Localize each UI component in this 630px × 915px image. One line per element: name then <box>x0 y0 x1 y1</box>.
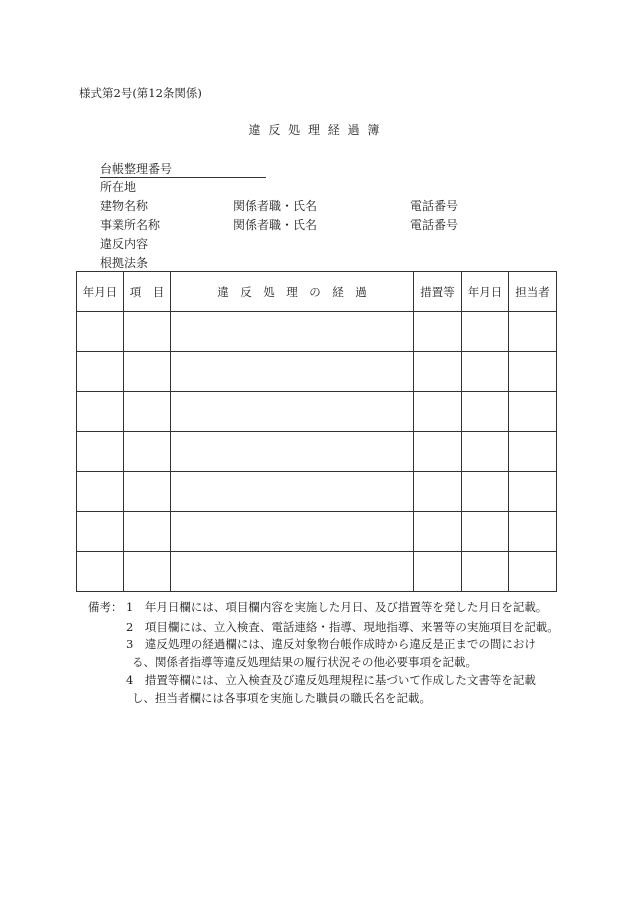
table-cell[interactable] <box>414 352 462 392</box>
notes-label: 備考： <box>88 600 123 614</box>
table-cell[interactable] <box>124 512 171 552</box>
table-cell[interactable] <box>414 392 462 432</box>
table-cell[interactable] <box>171 392 414 432</box>
note-item-3-cont: る、関係者指導等違反処理結果の履行状況その他必要事項を記載。 <box>132 655 477 669</box>
table-cell[interactable] <box>124 472 171 512</box>
table-row <box>77 352 557 392</box>
business-phone-label: 電話番号 <box>410 218 459 232</box>
header-item: 項 目 <box>124 272 171 312</box>
header-person-in-charge: 担当者 <box>509 272 557 312</box>
note-item-3: 3 違反処理の経過欄には、違反対象物台帳作成時から違反是正までの間におけ <box>126 637 536 651</box>
table-cell[interactable] <box>509 392 557 432</box>
note-item-1: 1 年月日欄には、項目欄内容を実施した月日、及び措置等を発した月日を記載。 <box>126 600 548 614</box>
table-cell[interactable] <box>171 512 414 552</box>
table-row <box>77 512 557 552</box>
form-number: 様式第2号(第12条関係) <box>79 86 202 100</box>
table-cell[interactable] <box>462 392 509 432</box>
table-cell[interactable] <box>77 512 124 552</box>
table-cell[interactable] <box>77 312 124 352</box>
table-row <box>77 432 557 472</box>
table-cell[interactable] <box>509 512 557 552</box>
building-name-label: 建物名称 <box>100 199 149 213</box>
table-cell[interactable] <box>414 312 462 352</box>
table-cell[interactable] <box>77 352 124 392</box>
header-measures: 措置等 <box>414 272 462 312</box>
table-cell[interactable] <box>171 352 414 392</box>
table-cell[interactable] <box>124 352 171 392</box>
note-item-4-cont: し、担当者欄には各事項を実施した職員の職氏名を記載。 <box>132 691 431 705</box>
table-cell[interactable] <box>462 432 509 472</box>
header-process: 違 反 処 理 の 経 過 <box>171 272 414 312</box>
table-cell[interactable] <box>462 312 509 352</box>
table-row <box>77 392 557 432</box>
note-item-4: 4 措置等欄には、立入検査及び違反処理規程に基づいて作成した文書等を記載 <box>126 673 536 687</box>
table-row <box>77 552 557 592</box>
table-cell[interactable] <box>124 432 171 472</box>
table-cell[interactable] <box>414 472 462 512</box>
table-cell[interactable] <box>509 432 557 472</box>
legal-basis-label: 根拠法条 <box>100 256 149 270</box>
table-cell[interactable] <box>77 432 124 472</box>
table-cell[interactable] <box>171 312 414 352</box>
table-cell[interactable] <box>77 472 124 512</box>
table-cell[interactable] <box>462 512 509 552</box>
table-cell[interactable] <box>124 552 171 592</box>
table-cell[interactable] <box>509 312 557 352</box>
ledger-number-label: 台帳整理番号 <box>100 162 173 176</box>
header-date-2: 年月日 <box>462 272 509 312</box>
table-header-row <box>77 272 557 312</box>
location-label: 所在地 <box>100 180 137 194</box>
table-cell[interactable] <box>171 472 414 512</box>
table-cell[interactable] <box>171 432 414 472</box>
table-cell[interactable] <box>414 512 462 552</box>
table-cell[interactable] <box>509 552 557 592</box>
table-cell[interactable] <box>124 312 171 352</box>
page-title: 違 反 処 理 経 過 簿 <box>248 123 382 137</box>
ledger-number-underline <box>100 177 266 178</box>
table-row <box>77 472 557 512</box>
table-cell[interactable] <box>171 552 414 592</box>
building-related-person-label: 関係者職・氏名 <box>233 199 318 213</box>
table-cell[interactable] <box>414 552 462 592</box>
header-date: 年月日 <box>77 272 124 312</box>
table-cell[interactable] <box>462 352 509 392</box>
table-cell[interactable] <box>509 472 557 512</box>
table-cell[interactable] <box>124 392 171 432</box>
table-cell[interactable] <box>509 352 557 392</box>
table-cell[interactable] <box>414 432 462 472</box>
table-cell[interactable] <box>77 552 124 592</box>
business-related-person-label: 関係者職・氏名 <box>233 218 318 232</box>
violation-label: 違反内容 <box>100 237 149 251</box>
violation-log-table <box>76 271 557 592</box>
building-phone-label: 電話番号 <box>410 199 459 213</box>
table-cell[interactable] <box>462 472 509 512</box>
note-item-2: 2 項目欄には、立入検査、電話連絡・指導、現地指導、来署等の実施項目を記載。 <box>126 620 559 634</box>
table-cell[interactable] <box>77 392 124 432</box>
table-cell[interactable] <box>462 552 509 592</box>
table-row <box>77 312 557 352</box>
business-name-label: 事業所名称 <box>100 218 161 232</box>
